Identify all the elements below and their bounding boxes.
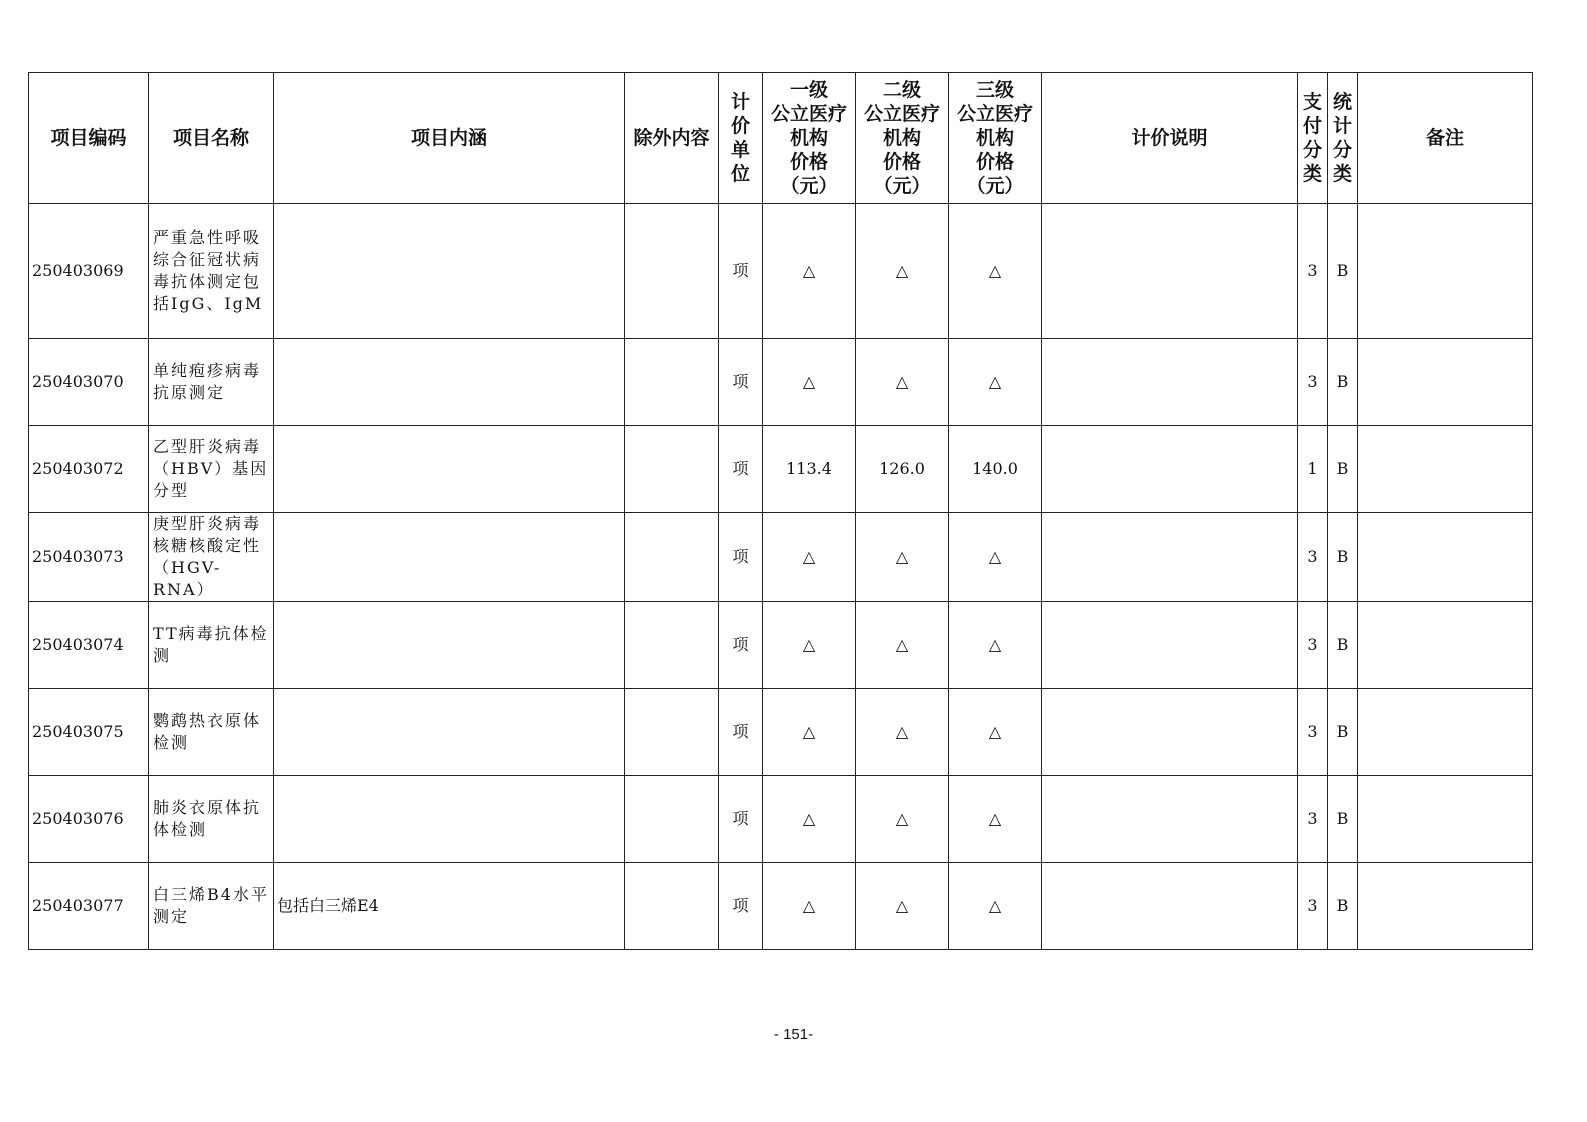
cell-pricing-note xyxy=(1042,602,1298,689)
cell-content xyxy=(274,204,625,339)
header-price-level3: 三级 公立医疗 机构 价格 （元） xyxy=(949,73,1042,204)
cell-code: 250403077 xyxy=(29,863,149,950)
cell-price-level1: △ xyxy=(763,513,856,602)
cell-unit: 项 xyxy=(719,513,763,602)
cell-price-level3: △ xyxy=(949,602,1042,689)
cell-remarks xyxy=(1358,339,1533,426)
cell-exclusions xyxy=(625,602,719,689)
header-unit: 计价单位 xyxy=(719,73,763,204)
cell-unit: 项 xyxy=(719,602,763,689)
table-row xyxy=(29,426,1533,513)
cell-exclusions xyxy=(625,339,719,426)
cell-price-level1: △ xyxy=(763,689,856,776)
cell-code: 250403075 xyxy=(29,689,149,776)
cell-exclusions xyxy=(625,776,719,863)
cell-exclusions xyxy=(625,204,719,339)
header-remarks: 备注 xyxy=(1358,73,1533,204)
cell-price-level2: △ xyxy=(856,204,949,339)
cell-pay-class: 3 xyxy=(1298,863,1328,950)
cell-price-level3: △ xyxy=(949,776,1042,863)
cell-code: 250403070 xyxy=(29,339,149,426)
cell-unit: 项 xyxy=(719,689,763,776)
cell-remarks xyxy=(1358,204,1533,339)
cell-pay-class: 3 xyxy=(1298,602,1328,689)
cell-price-level2: 126.0 xyxy=(856,426,949,513)
cell-pay-class: 3 xyxy=(1298,339,1328,426)
page-number: - 151- xyxy=(773,1026,814,1043)
cell-pricing-note xyxy=(1042,426,1298,513)
table-row xyxy=(29,689,1533,776)
cell-pay-class: 1 xyxy=(1298,426,1328,513)
cell-name: 庚型肝炎病毒核糖核酸定性（HGV-RNA） xyxy=(149,513,274,602)
cell-remarks xyxy=(1358,689,1533,776)
cell-stat-class: B xyxy=(1328,863,1358,950)
cell-content xyxy=(274,776,625,863)
cell-code: 250403069 xyxy=(29,204,149,339)
cell-price-level1: △ xyxy=(763,863,856,950)
cell-pricing-note xyxy=(1042,339,1298,426)
cell-name: 鹦鹉热衣原体检测 xyxy=(149,689,274,776)
cell-price-level1: 113.4 xyxy=(763,426,856,513)
table-row xyxy=(29,204,1533,339)
cell-name: 严重急性呼吸综合征冠状病毒抗体测定包括IgG、IgM xyxy=(149,204,274,339)
header-code: 项目编码 xyxy=(29,73,149,204)
cell-pricing-note xyxy=(1042,513,1298,602)
header-content: 项目内涵 xyxy=(274,73,625,204)
cell-price-level2: △ xyxy=(856,602,949,689)
cell-exclusions xyxy=(625,863,719,950)
cell-pay-class: 3 xyxy=(1298,513,1328,602)
cell-code: 250403076 xyxy=(29,776,149,863)
cell-price-level3: 140.0 xyxy=(949,426,1042,513)
price-table xyxy=(28,72,1533,950)
cell-price-level2: △ xyxy=(856,689,949,776)
cell-unit: 项 xyxy=(719,776,763,863)
cell-exclusions xyxy=(625,513,719,602)
header-price-level2: 二级 公立医疗 机构 价格 （元） xyxy=(856,73,949,204)
cell-remarks xyxy=(1358,426,1533,513)
cell-content xyxy=(274,513,625,602)
cell-stat-class: B xyxy=(1328,602,1358,689)
cell-name: 乙型肝炎病毒（HBV）基因分型 xyxy=(149,426,274,513)
cell-stat-class: B xyxy=(1328,426,1358,513)
cell-pay-class: 3 xyxy=(1298,689,1328,776)
cell-stat-class: B xyxy=(1328,776,1358,863)
cell-price-level2: △ xyxy=(856,339,949,426)
cell-price-level3: △ xyxy=(949,689,1042,776)
cell-stat-class: B xyxy=(1328,689,1358,776)
cell-code: 250403074 xyxy=(29,602,149,689)
table-row xyxy=(29,776,1533,863)
cell-price-level2: △ xyxy=(856,776,949,863)
table-row xyxy=(29,513,1533,602)
cell-unit: 项 xyxy=(719,426,763,513)
cell-exclusions xyxy=(625,426,719,513)
cell-code: 250403073 xyxy=(29,513,149,602)
cell-stat-class: B xyxy=(1328,513,1358,602)
header-pay-class: 支付分类 xyxy=(1298,73,1328,204)
cell-price-level2: △ xyxy=(856,513,949,602)
cell-pay-class: 3 xyxy=(1298,776,1328,863)
header-exclusions: 除外内容 xyxy=(625,73,719,204)
cell-content xyxy=(274,602,625,689)
cell-price-level1: △ xyxy=(763,776,856,863)
cell-content xyxy=(274,689,625,776)
cell-name: 肺炎衣原体抗体检测 xyxy=(149,776,274,863)
cell-pricing-note xyxy=(1042,863,1298,950)
cell-remarks xyxy=(1358,513,1533,602)
cell-remarks xyxy=(1358,863,1533,950)
table-row xyxy=(29,339,1533,426)
cell-content: 包括白三烯E4 xyxy=(274,863,625,950)
cell-price-level3: △ xyxy=(949,339,1042,426)
cell-pricing-note xyxy=(1042,776,1298,863)
cell-price-level1: △ xyxy=(763,204,856,339)
cell-pricing-note xyxy=(1042,204,1298,339)
cell-name: TT病毒抗体检测 xyxy=(149,602,274,689)
cell-price-level1: △ xyxy=(763,339,856,426)
cell-price-level3: △ xyxy=(949,513,1042,602)
table-row xyxy=(29,602,1533,689)
header-stat-class: 统计分类 xyxy=(1328,73,1358,204)
header-pricing-note: 计价说明 xyxy=(1042,73,1298,204)
cell-name: 白三烯B4水平测定 xyxy=(149,863,274,950)
cell-remarks xyxy=(1358,602,1533,689)
cell-pricing-note xyxy=(1042,689,1298,776)
cell-price-level1: △ xyxy=(763,602,856,689)
cell-stat-class: B xyxy=(1328,204,1358,339)
cell-content xyxy=(274,339,625,426)
cell-pay-class: 3 xyxy=(1298,204,1328,339)
cell-content xyxy=(274,426,625,513)
header-row xyxy=(29,73,1533,204)
cell-unit: 项 xyxy=(719,863,763,950)
cell-unit: 项 xyxy=(719,204,763,339)
cell-name: 单纯疱疹病毒抗原测定 xyxy=(149,339,274,426)
cell-code: 250403072 xyxy=(29,426,149,513)
cell-remarks xyxy=(1358,776,1533,863)
header-name: 项目名称 xyxy=(149,73,274,204)
cell-exclusions xyxy=(625,689,719,776)
cell-price-level3: △ xyxy=(949,204,1042,339)
table-row xyxy=(29,863,1533,950)
cell-unit: 项 xyxy=(719,339,763,426)
cell-price-level2: △ xyxy=(856,863,949,950)
header-price-level1: 一级 公立医疗 机构 价格 （元） xyxy=(763,73,856,204)
cell-price-level3: △ xyxy=(949,863,1042,950)
cell-stat-class: B xyxy=(1328,339,1358,426)
